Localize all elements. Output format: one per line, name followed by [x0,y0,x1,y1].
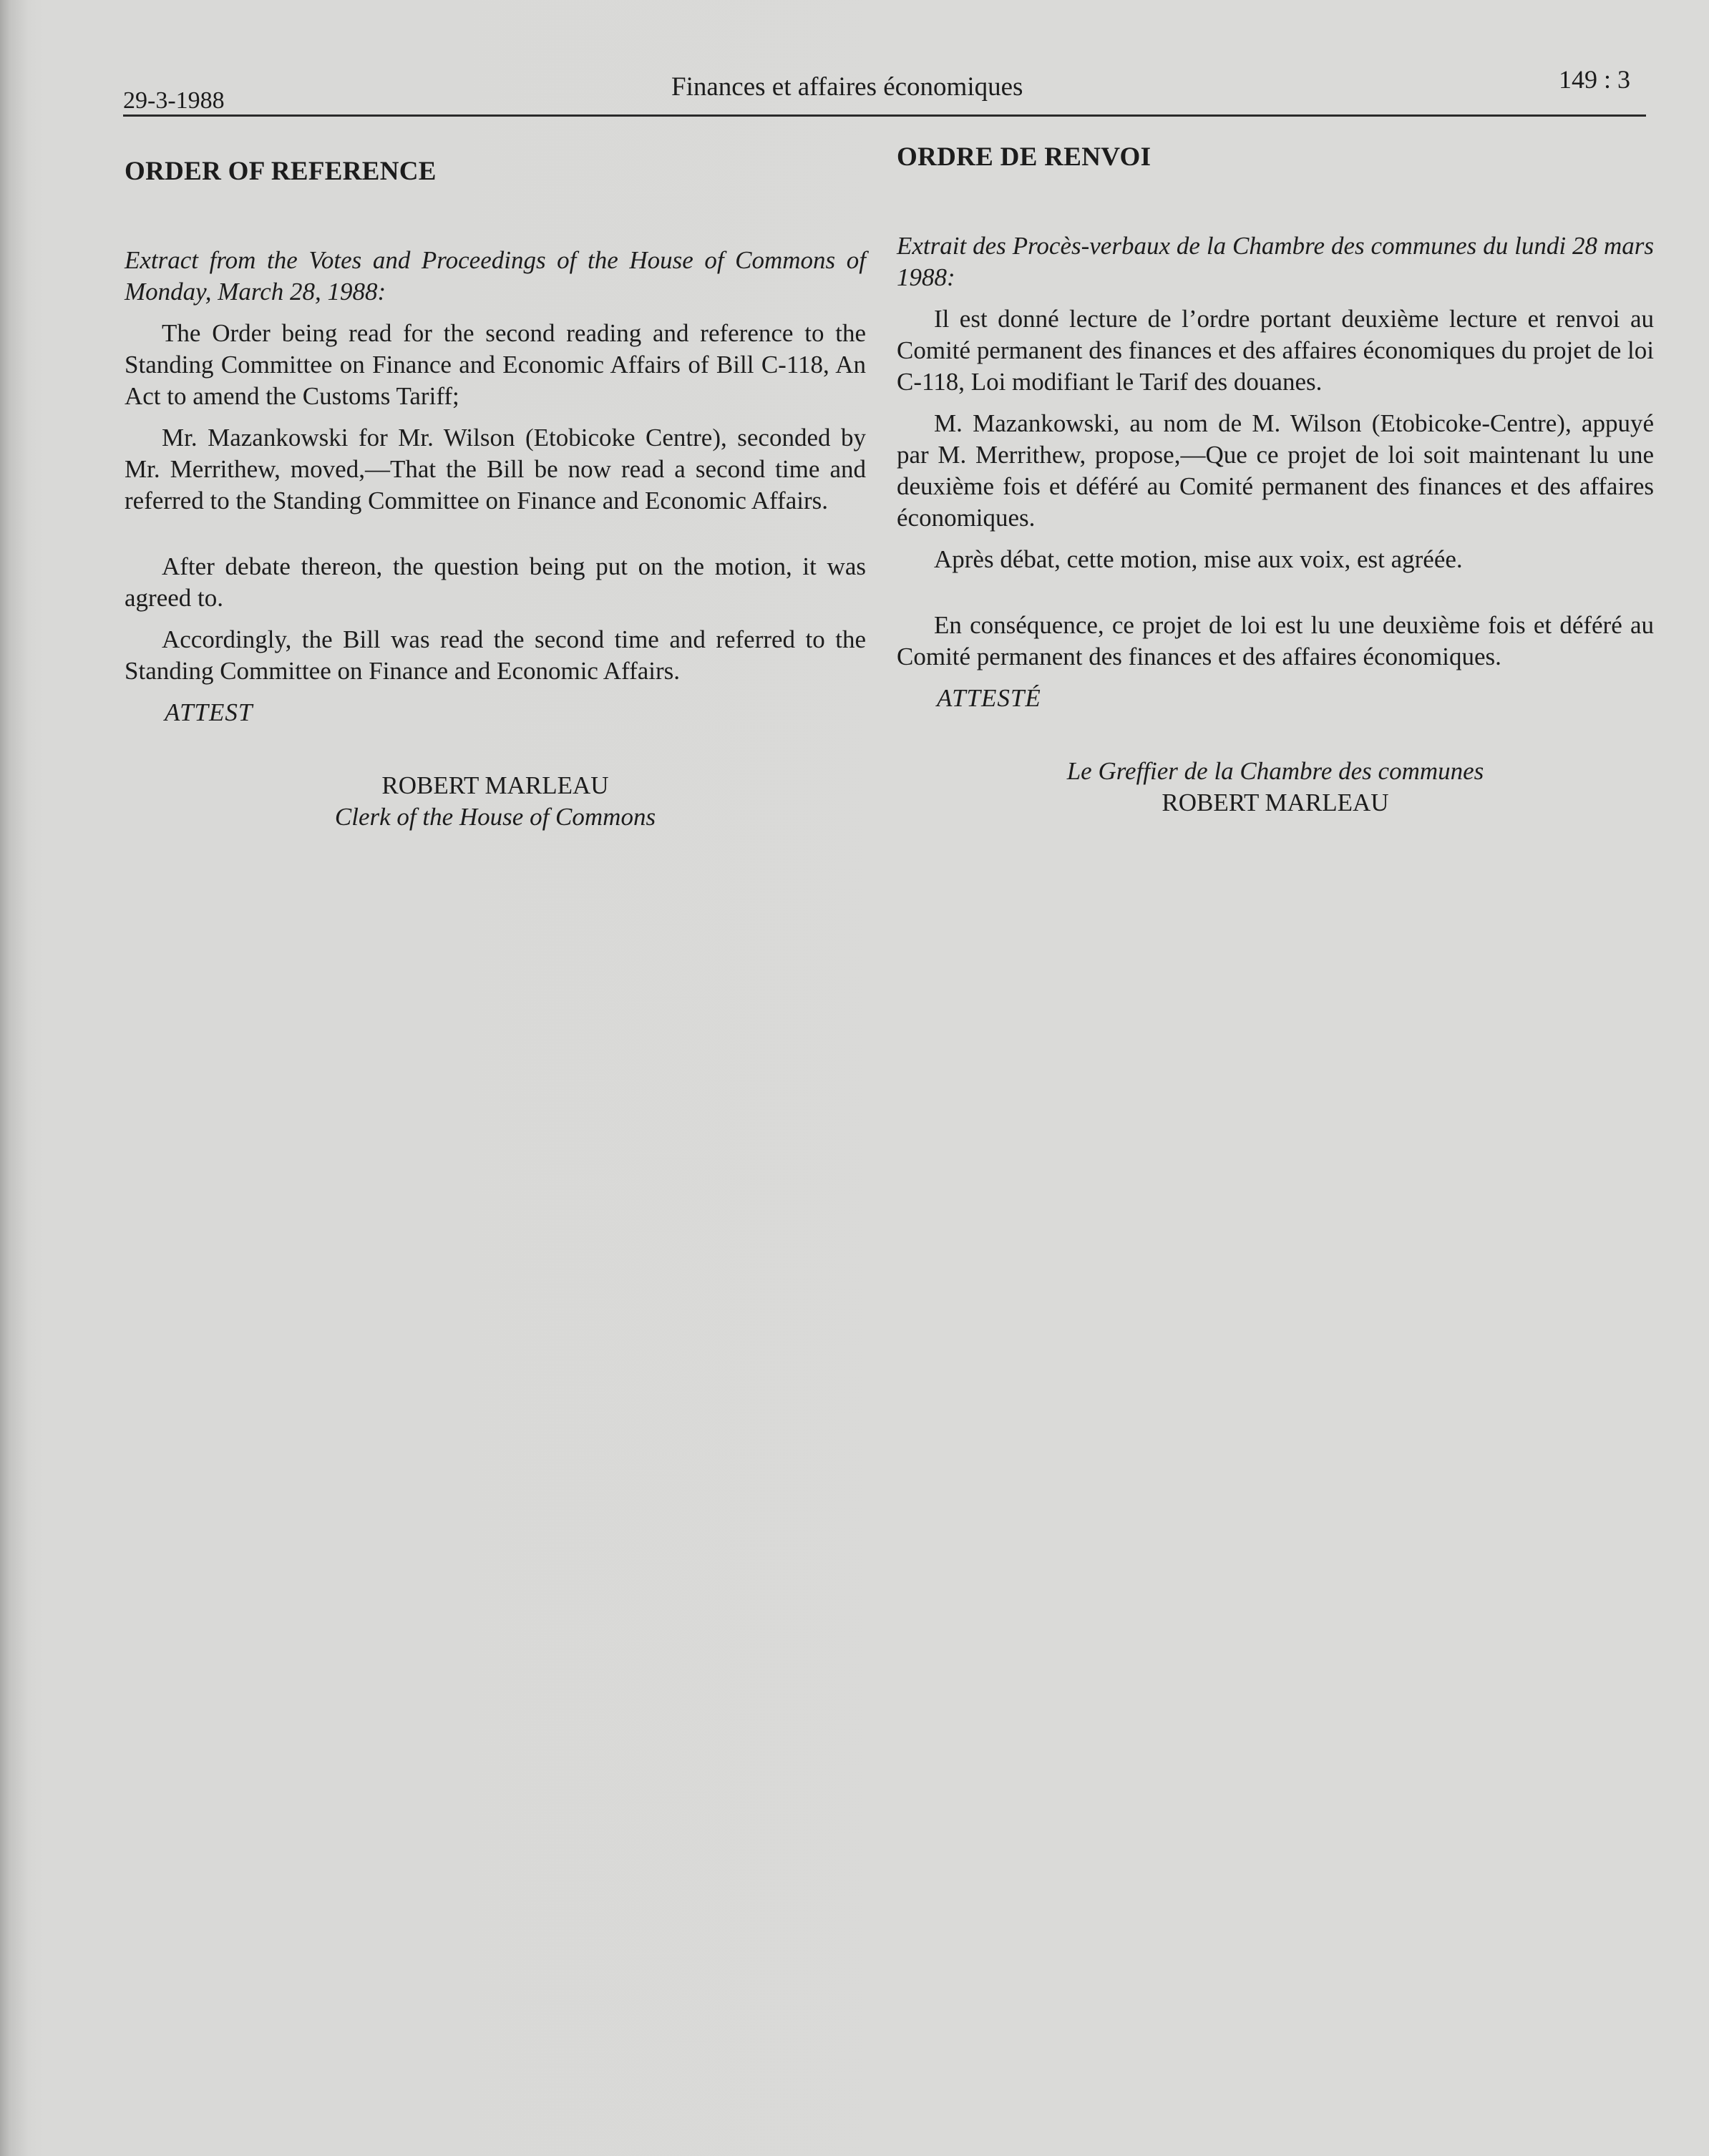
english-column [125,156,866,833]
french-column [897,142,1654,819]
french-signatory-title: Le Greffier de la Chambre des communes [1066,757,1484,785]
french-heading: ORDRE DE RENVOI [897,142,1151,172]
french-paragraph-2: M. Mazankowski, au nom de M. Wilson (Etobicoke-Centre), appuyé par M. Merrithew, propose,—Que ce projet de loi soit maintenant lu une deuxième fois et déféré au Comité permanent des finances et des affaires économiques. [897,409,1654,532]
french-signature-block [897,756,1654,819]
english-paragraph-2: Mr. Mazankowski for Mr. Wilson (Etobicoke Centre), seconded by Mr. Merrithew, moved,—That the Bill be now read a second time and referred to the Standing Committee on Finance and Economic Affairs. [125,424,866,514]
french-attest: ATTESTÉ [937,684,1041,712]
header-rule [123,114,1646,117]
french-paragraph-1: Il est donné lecture de l’ordre portant deuxième lecture et renvoi au Comité permanent des finances et des affaires économiques du projet de loi C-118, Loi modifiant le Tarif des douanes. [897,305,1654,396]
english-extract: Extract from the Votes and Proceedings of the House of Commons of Monday, March 28, 1988: [125,246,866,306]
english-heading: ORDER OF REFERENCE [125,157,437,186]
english-signature-block [125,770,866,833]
header-title: Finances et affaires économiques [671,72,1023,102]
english-signatory: ROBERT MARLEAU [381,771,609,799]
header-date: 29-3-1988 [123,87,225,114]
french-paragraph-3: Après débat, cette motion, mise aux voix, est agréée. [934,545,1463,573]
english-attest: ATTEST [165,698,253,726]
english-paragraph-4: Accordingly, the Bill was read the second time and referred to the Standing Committee on Finance and Economic Affairs. [125,625,866,685]
english-paragraph-3: After debate thereon, the question being put on the motion, it was agreed to. [125,552,866,612]
french-paragraph-4: En conséquence, ce projet de loi est lu une deuxième fois et déféré au Comité permanent des finances et des affaires économiques. [897,611,1654,670]
english-signatory-title: Clerk of the House of Commons [334,803,656,831]
english-paragraph-1: The Order being read for the second reading and reference to the Standing Committee on Finance and Economic Affairs of Bill C-118, An Act to amend the Customs Tariff; [125,319,866,410]
french-signatory: ROBERT MARLEAU [1162,789,1389,816]
page-number: 149 : 3 [1559,65,1631,94]
french-extract: Extrait des Procès-verbaux de la Chambre des communes du lundi 28 mars 1988: [897,232,1654,291]
